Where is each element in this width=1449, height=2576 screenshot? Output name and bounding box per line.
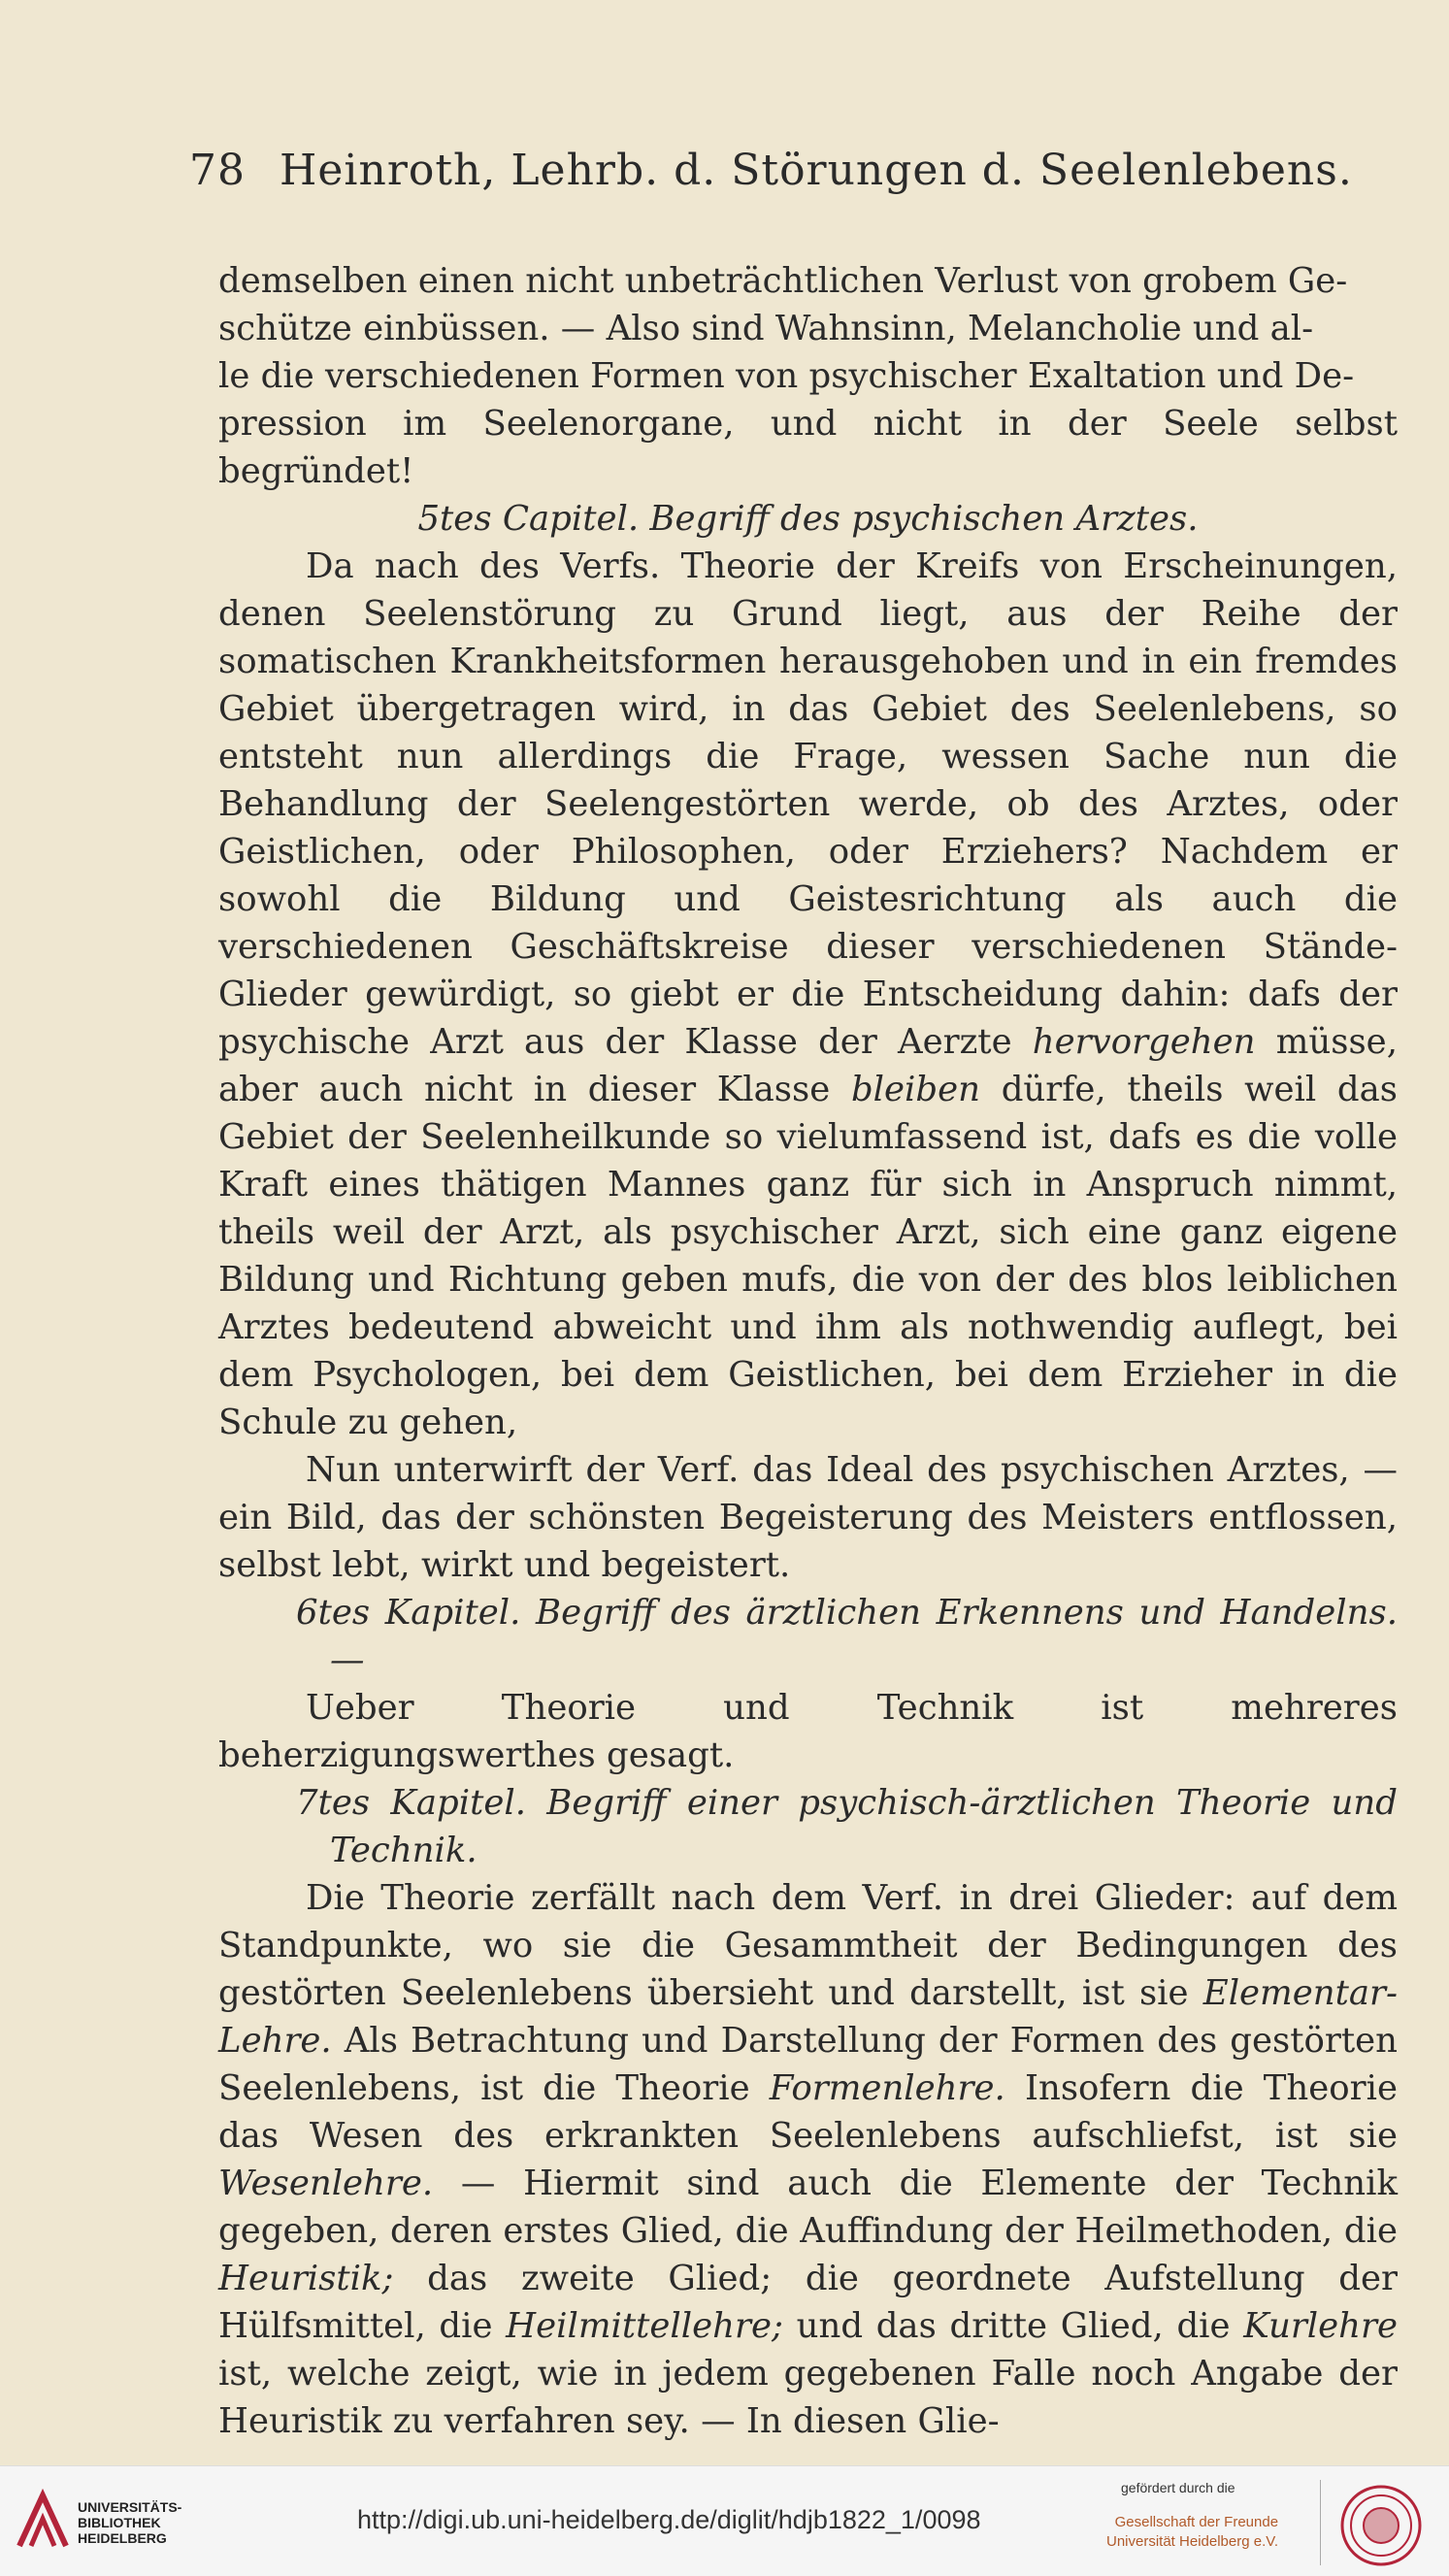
- paragraph-3: Ueber Theorie und Technik ist mehreres beherzigungswerthes gesagt.: [218, 1688, 1398, 1775]
- chapter-heading-7: 7tes Kapitel. Begriff einer psychisch-ärztlichen Theorie und Technik.: [296, 1783, 1398, 1870]
- society-name: Gesellschaft der Freunde Universität Heidelberg e.V.: [1106, 2514, 1279, 2550]
- university-seal-icon: [1339, 2484, 1423, 2572]
- text-line: schütze einbüssen. — Also sind Wahnsinn, Melancholie und al-: [218, 309, 1314, 348]
- paragraph-4: Die Theorie zerfällt nach dem Verf. in drei Glieder: auf dem Standpunkte, wo sie die Gesammtheit der Bedingungen des gestörten Seelenlebens übersieht und darstellt, ist sie Elementar-Lehre. Als Betrachtung und Darstellung der Formen des gestörten Seelenlebens, ist die Theorie Formenlehre. Insofern die Theorie das Wesen des erkrankten Seelenlebens aufschliefst, ist sie Wesenlehre. — Hiermit sind auch die Elemente der Technik gegeben, deren erstes Glied, die Auffindung der Heilmethoden, die Heuristik; das zweite Glied; die geordnete Aufstellung der Hülfsmittel, die Heilmittellehre; und das dritte Glied, die Kurlehre ist, welche zeigt, wie in jedem gegebenen Falle noch Angabe der Heuristik zu verfahren sey. — In diesen Glie-: [218, 1878, 1399, 2441]
- divider: [1320, 2480, 1321, 2565]
- chapter-heading-5: 5tes Capitel. Begriff des psychischen Arztes.: [417, 499, 1199, 539]
- footer-bar: [0, 2465, 1449, 2576]
- funded-by-label: gefördert durch die: [1121, 2480, 1235, 2495]
- text-line: pression im Seelenorgane, und nicht in der Seele selbst begründet!: [218, 404, 1398, 491]
- paragraph-2: Nun unterwirft der Verf. das Ideal des psychischen Arztes, — ein Bild, das der schönsten Begeisterung des Meisters entflossen, selbst lebt, wirkt und begeistert.: [218, 1450, 1398, 1585]
- chapter-heading-6: 6tes Kapitel. Begriff des ärztlichen Erkennens und Handelns. —: [296, 1593, 1398, 1680]
- body-text: [218, 257, 1398, 2445]
- running-header: [189, 146, 1378, 195]
- page-number: 78: [189, 146, 246, 195]
- library-logo-icon: [14, 2488, 72, 2560]
- library-name: UNIVERSITÄTS- BIBLIOTHEK HEIDELBERG: [78, 2499, 182, 2546]
- text-line: le die verschiedenen Formen von psychischer Exaltation und De-: [218, 356, 1355, 396]
- paragraph-1: Da nach des Verfs. Theorie der Kreifs von Erscheinungen, denen Seelenstörung zu Grund liegt, aus der Reihe der somatischen Krankheitsformen herausgehoben und in ein fremdes Gebiet übergetragen wird, in das Gebiet des Seelenlebens, so entsteht nun allerdings die Frage, wessen Sache nun die Behandlung der Seelengestörten werde, ob des Arztes, oder Geistlichen, oder Philosophen, oder Erziehers? Nachdem er sowohl die Bildung und Geistesrichtung als auch die verschiedenen Geschäftskreise dieser verschiedenen Stände-Glieder gewürdigt, so giebt er die Entscheidung dahin: dafs der psychische Arzt aus der Klasse der Aerzte hervorgehen müsse, aber auch nicht in dieser Klasse bleiben dürfe, theils weil das Gebiet der Seelenheilkunde so vielumfassend ist, dafs es die volle Kraft eines thätigen Mannes ganz für sich in Anspruch nimmt, theils weil der Arzt, als psychischer Arzt, sich eine ganz eigene Bildung und Richtung geben mufs, die von der des blos leiblichen Arztes bedeutend abweicht und ihm als nothwendig auflegt, bei dem Psychologen, bei dem Geistlichen, bei dem Erzieher in die Schule zu gehen,: [218, 546, 1398, 1442]
- text-line: demselben einen nicht unbeträchtlichen Verlust von grobem Ge-: [218, 261, 1348, 301]
- source-url-link[interactable]: http://digi.ub.uni-heidelberg.de/diglit/hdjb1822_1/0098: [357, 2505, 981, 2534]
- running-title: Heinroth, Lehrb. d. Störungen d. Seelenlebens.: [280, 146, 1353, 195]
